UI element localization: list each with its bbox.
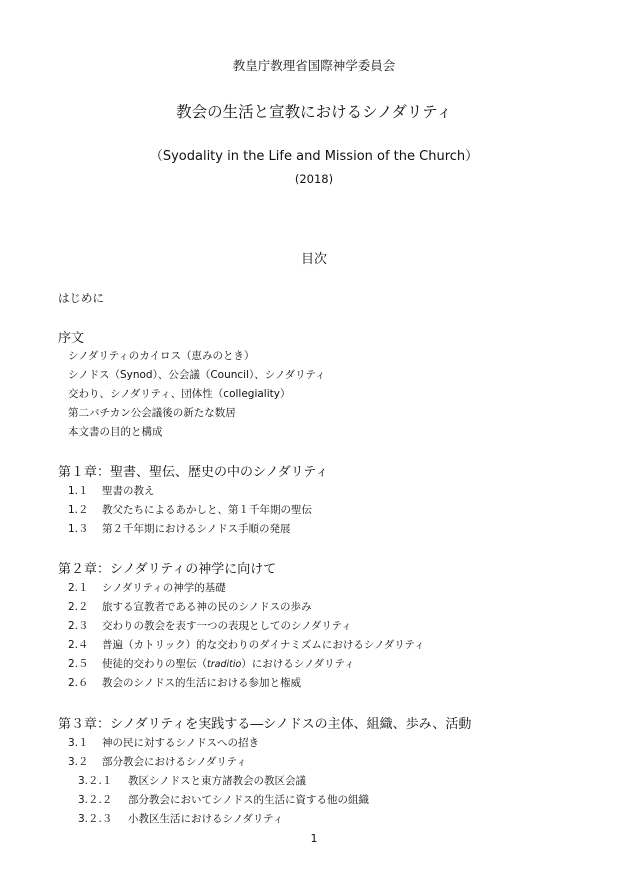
toc-entry-text: ）におけるシノダリティ: [241, 658, 355, 670]
toc-entry[interactable]: 本文書の目的と構成: [68, 426, 163, 438]
toc-entry-introduction[interactable]: はじめに: [58, 291, 104, 305]
toc-entry-latin-term: traditio: [207, 659, 242, 670]
toc-subentry-number: 3.２.２: [78, 794, 113, 806]
toc-heading: 目次: [300, 252, 327, 267]
toc-entry-text: 使徒的交わりの聖伝（: [102, 658, 207, 670]
document-title: 教会の生活と宣教におけるシノダリティ: [176, 103, 452, 121]
toc-entry[interactable]: シノダリティのカイロス（恵みのとき）: [68, 350, 255, 362]
toc-entry[interactable]: 部分教会におけるシノダリティ: [102, 756, 247, 768]
toc-entry[interactable]: 神の民に対するシノドスへの招き: [102, 737, 259, 749]
toc-entry[interactable]: 聖書の教え: [102, 485, 155, 497]
toc-chapter-2[interactable]: 第２章：シノダリティの神学に向けて: [58, 562, 277, 577]
page-number: 1: [310, 832, 318, 845]
toc-entry[interactable]: シノドス（Synod）、公会議（Council）、シノダリティ: [68, 369, 326, 381]
toc-entry-number: 2.５: [68, 658, 89, 670]
toc-entry[interactable]: 交わりの教会を表す一つの表現としてのシノダリティ: [102, 620, 352, 632]
toc-section-preface[interactable]: 序文: [58, 331, 85, 346]
toc-entry-number: 2.４: [68, 639, 89, 651]
toc-entry[interactable]: 交わり、シノダリティ、団体性（collegiality）: [68, 388, 291, 400]
document-subtitle: （Syodality in the Life and Mission of the Church）: [149, 149, 479, 164]
toc-entry[interactable]: 教会のシノドス的生活における参加と権威: [102, 677, 301, 689]
toc-entry-number: 2.１: [68, 582, 89, 594]
toc-entry-number: 1.１: [68, 485, 89, 497]
toc-entry[interactable]: シノダリティの神学的基礎: [102, 582, 226, 594]
toc-entry-number: 3.２: [68, 756, 89, 768]
toc-chapter-3[interactable]: 第３章：シノダリティを実践する―シノドスの主体、組織、歩み、活動: [58, 717, 472, 732]
toc-entry[interactable]: 旅する宣教者である神の民のシノドスの歩み: [102, 601, 312, 613]
toc-subentry-number: 3.２.３: [78, 813, 113, 825]
toc-entry[interactable]: 教父たちによるあかしと、第１千年期の聖伝: [102, 504, 312, 516]
toc-entry-number: 2.６: [68, 677, 89, 689]
toc-entry-number: 2.３: [68, 620, 89, 632]
toc-entry-number: 2.２: [68, 601, 89, 613]
toc-chapter-1[interactable]: 第１章：聖書、聖伝、歴史の中のシノダリティ: [58, 465, 329, 480]
toc-entry[interactable]: 第２千年期におけるシノドス手順の発展: [102, 523, 291, 535]
toc-subentry[interactable]: 部分教会においてシノドス的生活に資する他の組織: [128, 794, 369, 806]
organization-name: 教皇庁教理省国際神学委員会: [232, 58, 396, 73]
toc-entry-number: 3.１: [68, 737, 89, 749]
toc-entry[interactable]: 第二バチカン公会議後の新たな数居: [68, 407, 236, 419]
toc-entry[interactable]: [102, 656, 355, 671]
toc-subentry-number: 3.２.１: [78, 775, 113, 787]
toc-entry[interactable]: 普遍（カトリック）的な交わりのダイナミズムにおけるシノダリティ: [102, 639, 425, 651]
document-year: (2018): [294, 172, 334, 186]
toc-subentry[interactable]: 小教区生活におけるシノダリティ: [128, 813, 284, 825]
toc-entry-number: 1.３: [68, 523, 89, 535]
toc-entry-number: 1.２: [68, 504, 89, 516]
toc-subentry[interactable]: 教区シノドスと東方諸教会の教区会議: [128, 775, 306, 787]
